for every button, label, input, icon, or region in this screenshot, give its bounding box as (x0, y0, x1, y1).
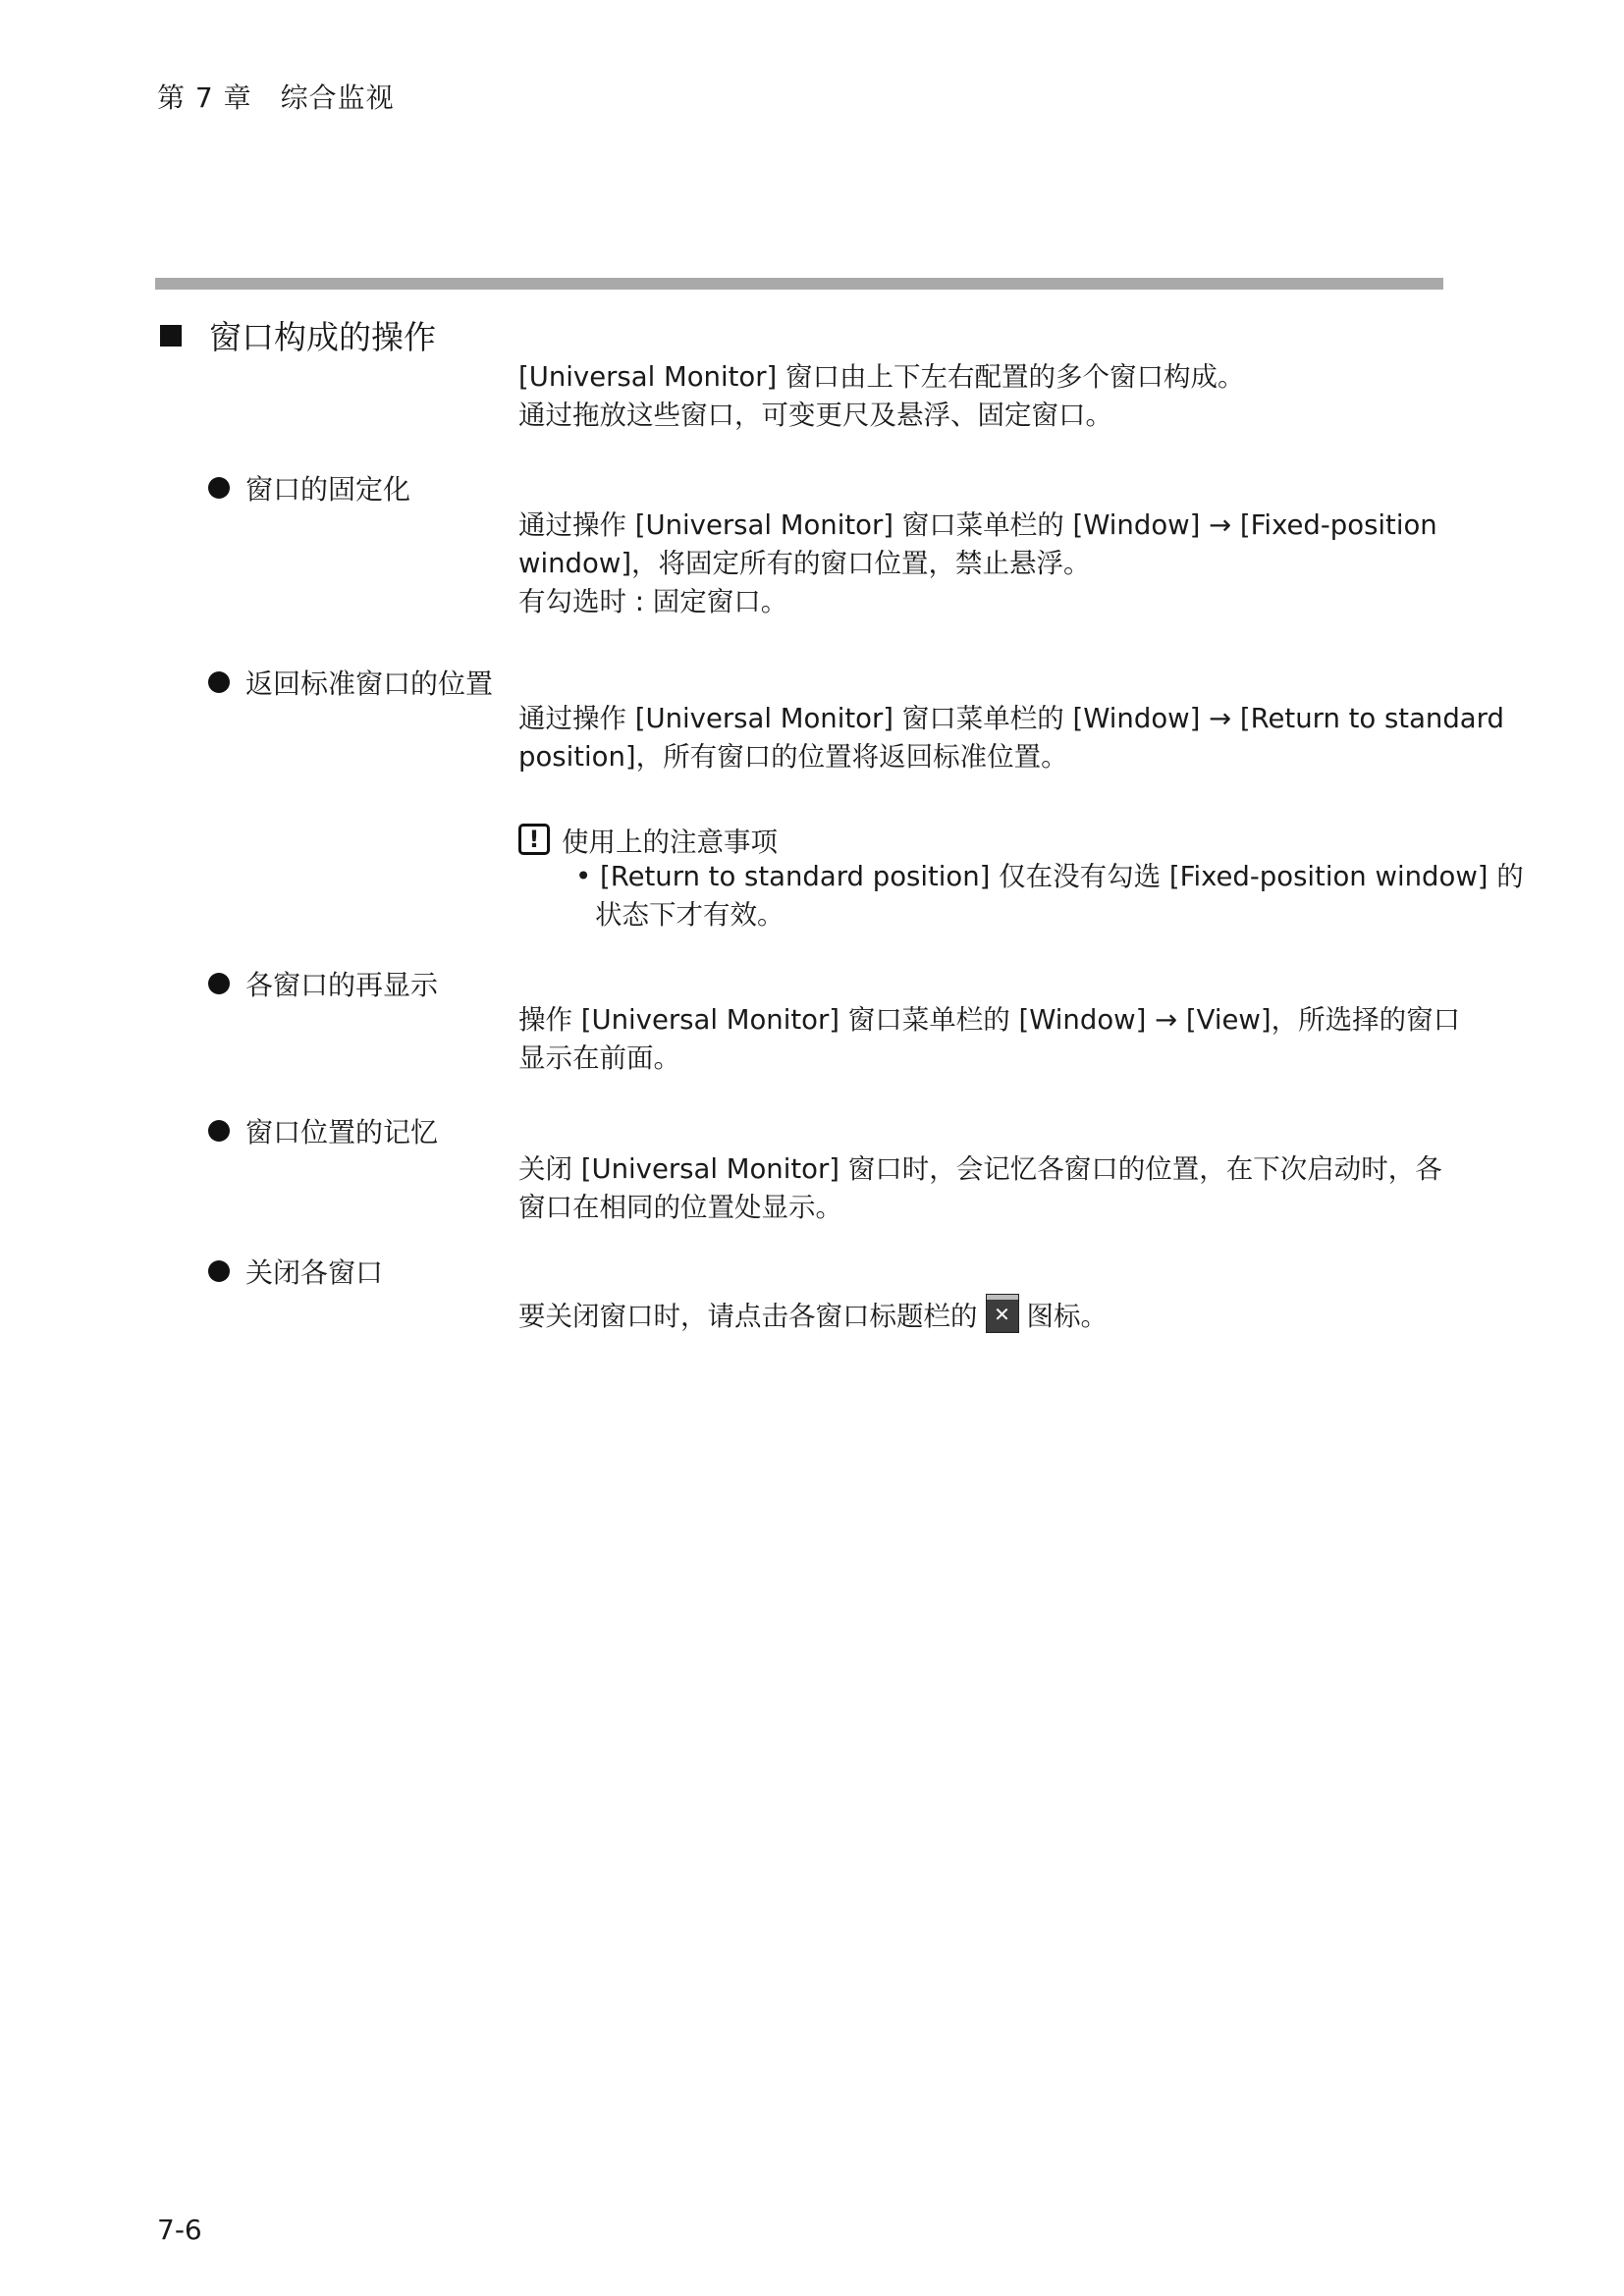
redisplay-line: 显示在前面。 (518, 1042, 680, 1074)
close-window-icon (986, 1294, 1019, 1333)
subheading-text: 各窗口的再显示 (245, 969, 439, 1001)
close-line (518, 1294, 1446, 1336)
fixed-line: window]，将固定所有的窗口位置，禁止悬浮。 (518, 548, 1091, 579)
close-text-after: 图标。 (1026, 1301, 1108, 1332)
subheading-fixed (208, 468, 410, 507)
close-paragraph (518, 1294, 1446, 1336)
caution-title: 使用上的注意事项 (562, 827, 778, 858)
fixed-paragraph (518, 507, 1446, 621)
caution-line: 状态下才有效。 (595, 899, 785, 931)
restore-paragraph (518, 700, 1504, 776)
fixed-line: 有勾选时 : 固定窗口。 (518, 586, 788, 617)
circle-bullet-icon (208, 1260, 230, 1282)
caution-line: • [Return to standard position] 仅在没有勾选 [Fixed-position window] 的 (575, 861, 1524, 892)
intro-line: [Universal Monitor] 窗口由上下左右配置的多个窗口构成。 (518, 361, 1245, 393)
subheading-memory (208, 1111, 438, 1150)
memory-paragraph (518, 1150, 1446, 1227)
circle-bullet-icon (208, 973, 230, 994)
fixed-line: 通过操作 [Universal Monitor] 窗口菜单栏的 [Window] → [Fixed-position (518, 509, 1437, 541)
subheading-text: 返回标准窗口的位置 (245, 667, 494, 700)
caution-icon: ! (518, 824, 550, 855)
restore-line: position]，所有窗口的位置将返回标准位置。 (518, 741, 1068, 773)
caution-body (575, 858, 1524, 934)
redisplay-paragraph (518, 1001, 1461, 1078)
redisplay-line: 操作 [Universal Monitor] 窗口菜单栏的 [Window] → [View]，所选择的窗口 (518, 1004, 1461, 1036)
subheading-restore (208, 663, 493, 702)
subheading-redisplay (208, 964, 438, 1003)
close-text-before: 要关闭窗口时，请点击各窗口标题栏的 (518, 1301, 978, 1332)
section-title (160, 312, 436, 358)
chapter-header: 第 7 章 综合监视 (157, 81, 395, 114)
circle-bullet-icon (208, 1120, 230, 1142)
intro-line: 通过拖放这些窗口，可变更尺及悬浮、固定窗口。 (518, 400, 1112, 431)
circle-bullet-icon (208, 477, 230, 499)
circle-bullet-icon (208, 671, 230, 693)
page-number: 7-6 (157, 2214, 202, 2246)
subheading-text: 窗口位置的记忆 (245, 1116, 439, 1148)
memory-line: 窗口在相同的位置处显示。 (518, 1192, 842, 1223)
intro-paragraph (518, 358, 1446, 435)
subheading-text: 窗口的固定化 (245, 473, 411, 506)
square-bullet-icon (160, 325, 182, 347)
restore-line: 通过操作 [Universal Monitor] 窗口菜单栏的 [Window] → [Return to standard (518, 703, 1504, 734)
memory-line: 关闭 [Universal Monitor] 窗口时，会记忆各窗口的位置，在下次启动时，各 (518, 1153, 1442, 1185)
subheading-close (208, 1252, 383, 1291)
caution-heading (518, 820, 778, 859)
section-title-text: 窗口构成的操作 (209, 318, 436, 356)
subheading-text: 关闭各窗口 (245, 1256, 384, 1289)
section-divider (155, 278, 1443, 290)
